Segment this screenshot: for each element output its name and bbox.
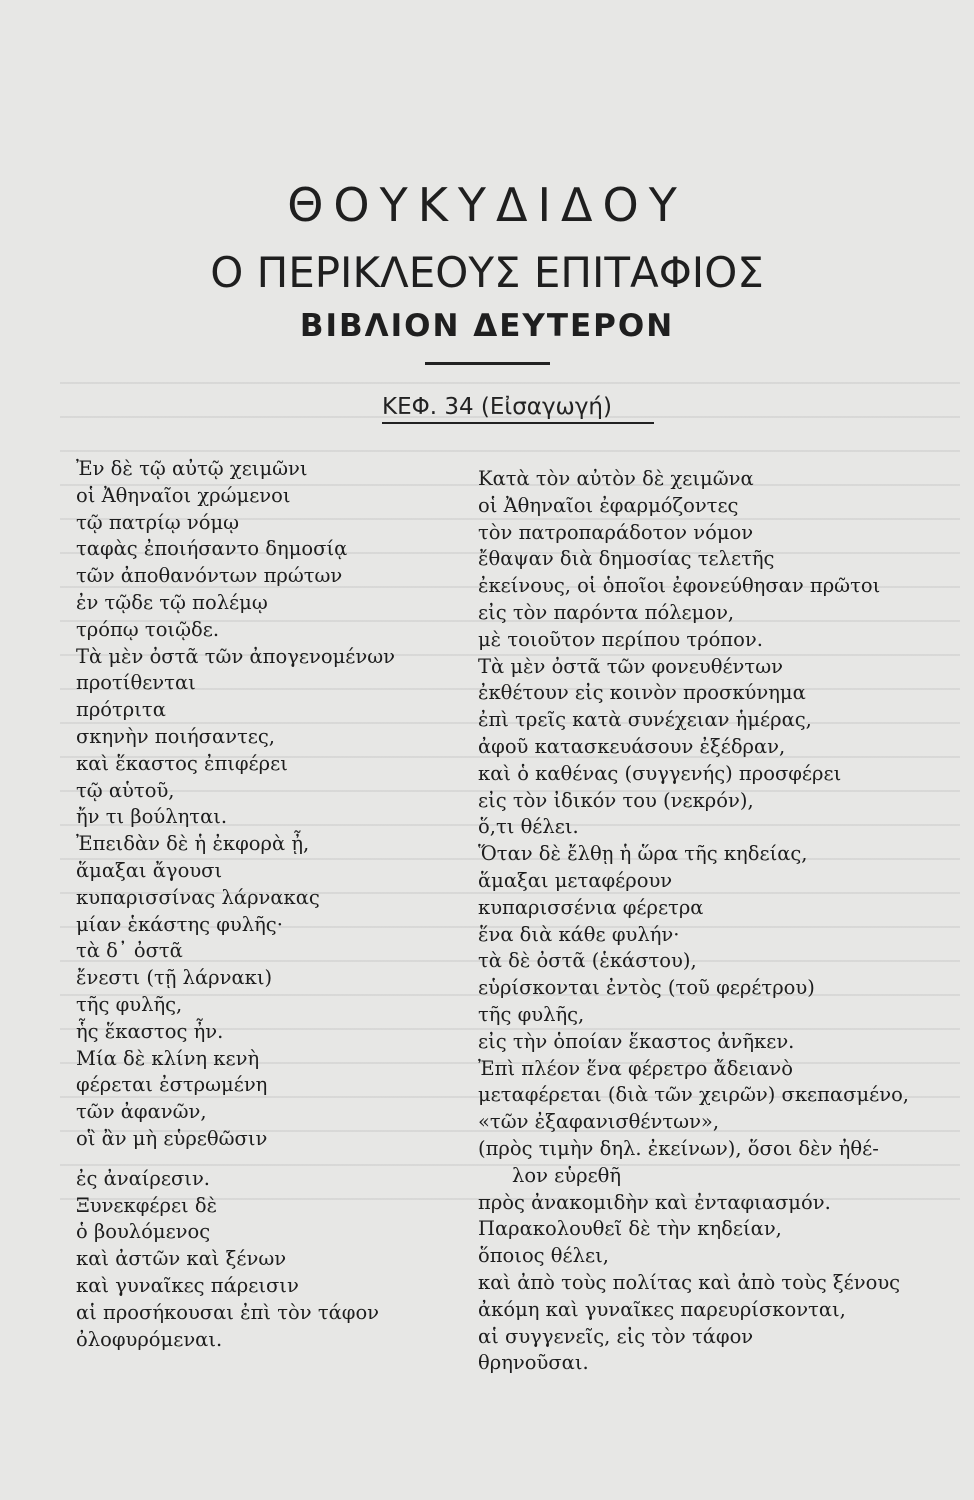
original-text-line: μίαν ἑκάστης φυλῆς·: [76, 912, 283, 936]
original-text-line: [76, 1153, 456, 1166]
translation-line: ἀκόμη καὶ γυναῖκες παρευρίσκονται,: [478, 1297, 846, 1321]
original-text-line: ἔνεστι (τῇ λάρνακι): [76, 966, 273, 990]
original-text-line: τῆς φυλῆς,: [76, 992, 183, 1016]
original-text-line: καὶ γυναῖκες πάρεισιν: [76, 1273, 299, 1297]
original-text-line: προτίθενται: [76, 671, 196, 695]
translation-line: ἐκείνους, οἱ ὁποῖοι ἐφονεύθησαν πρῶτοι: [478, 574, 881, 598]
translation-line: Παρακολουθεῖ δὲ τὴν κηδείαν,: [478, 1217, 782, 1241]
translation-line: ὅ,τι θέλει.: [478, 815, 579, 839]
original-text-line: ἐν τῷδε τῷ πολέμῳ: [76, 590, 268, 614]
author-heading: ΘΟΥΚΥΔΙΔΟΥ: [287, 178, 687, 232]
original-text-line: Ἐν δὲ τῷ αὐτῷ χειμῶνι: [76, 457, 308, 480]
original-text-line: οἱ Ἀθηναῖοι χρώμενοι: [76, 483, 291, 507]
original-text-line: ταφὰς ἐποιήσαντο δημοσίᾳ: [76, 537, 348, 561]
original-text-line: καὶ ἕκαστος ἐπιφέρει: [76, 751, 288, 775]
original-text-column: [76, 456, 456, 1353]
translation-line: εἰς τὴν ὁποίαν ἕκαστος ἀνῆκεν.: [478, 1029, 795, 1053]
original-text-line: ἧς ἕκαστος ἦν.: [76, 1019, 224, 1043]
chapter-heading: ΚΕΦ. 34 (Εἰσαγωγή): [382, 394, 654, 424]
translation-line: ἅμαξαι μεταφέρουν: [478, 868, 673, 892]
original-text-line: τῷ πατρίῳ νόμῳ: [76, 510, 240, 534]
original-text-line: ὁ βουλόμενος: [76, 1220, 211, 1244]
translation-line: αἱ συγγενεῖς, εἰς τὸν τάφον: [478, 1324, 754, 1348]
translation-line: ἐπὶ τρεῖς κατὰ συνέχειαν ἡμέρας,: [478, 708, 812, 732]
translation-line: εἰς τὸν ἰδικόν του (νεκρόν),: [478, 788, 754, 812]
translation-line: εἰς τὸν παρόντα πόλεμον,: [478, 600, 735, 624]
translation-line: ἀφοῦ κατασκευάσουν ἐξέδραν,: [478, 734, 786, 758]
translation-line: πρὸς ἀνακομιδὴν καὶ ἐνταφιασμόν.: [478, 1190, 831, 1214]
translation-line: ἐκθέτουν εἰς κοινὸν προσκύνημα: [478, 681, 806, 705]
book-heading: ΒΙΒΛΙΟΝ ΔΕΥΤΕΡΟΝ: [299, 308, 675, 344]
original-text-line: καὶ ἀστῶν καὶ ξένων: [76, 1247, 287, 1271]
translation-line: κυπαρισσένια φέρετρα: [478, 895, 704, 919]
translation-line: Ἐπὶ πλέον ἕνα φέρετρο ἄδειανὸ: [478, 1056, 793, 1080]
original-text-line: Τὰ μὲν ὀστᾶ τῶν ἀπογενομένων: [76, 644, 395, 668]
translation-line: ὅποιος θέλει,: [478, 1244, 609, 1268]
original-text-line: τῶν ἀφανῶν,: [76, 1100, 207, 1124]
original-text-line: ἐς ἀναίρεσιν.: [76, 1166, 210, 1190]
original-text-line: ἤν τι βούληται.: [76, 805, 228, 829]
original-text-line: ἅμαξαι ἄγουσι: [76, 858, 223, 882]
original-text-line: κυπαρισσίνας λάρνακας: [76, 885, 320, 909]
original-text-line: αἱ προσήκουσαι ἐπὶ τὸν τάφον: [76, 1300, 380, 1324]
original-text-line: σκηνὴν ποιήσαντες,: [76, 724, 275, 748]
translation-line: θρηνοῦσαι.: [478, 1351, 589, 1375]
translation-line: μεταφέρεται (διὰ τῶν χειρῶν) σκεπασμένο,: [478, 1083, 910, 1107]
work-title: Ο ΠΕΡΙΚΛΕΟΥΣ ΕΠΙΤΑΦΙΟΣ: [210, 248, 764, 297]
original-text-line: πρότριτα: [76, 698, 166, 722]
translation-column: [478, 466, 966, 1377]
translation-line: καὶ ἀπὸ τοὺς πολίτας καὶ ἀπὸ τοὺς ξένους: [478, 1270, 901, 1294]
translation-line: «τῶν ἐξαφανισθέντων»,: [478, 1110, 720, 1134]
translation-line: μὲ τοιοῦτον περίπου τρόπον.: [478, 627, 763, 651]
original-text-line: ὀλοφυρόμεναι.: [76, 1327, 223, 1351]
original-text-line: Μία δὲ κλίνη κενὴ: [76, 1046, 260, 1070]
translation-line: ἔθαψαν διὰ δημοσίας τελετῆς: [478, 547, 775, 571]
translation-line: Κατὰ τὸν αὐτὸν δὲ χειμῶνα: [478, 467, 754, 490]
translation-line: λον εὑρεθῆ: [512, 1163, 622, 1187]
translation-line: Ὅταν δὲ ἔλθῃ ἡ ὥρα τῆς κηδείας,: [478, 842, 808, 866]
original-text-line: οἳ ἂν μὴ εὑρεθῶσιν: [76, 1126, 268, 1150]
translation-line: τὰ δὲ ὀστᾶ (ἑκάστου),: [478, 949, 697, 973]
original-text-line: Ἐπειδὰν δὲ ἡ ἐκφορὰ ᾖ,: [76, 832, 310, 856]
translation-line: ἕνα διὰ κάθε φυλήν·: [478, 922, 680, 946]
translation-line: (πρὸς τιμὴν δηλ. ἐκείνων), ὅσοι δὲν ἠθέ-: [478, 1136, 879, 1160]
translation-line: τὸν πατροπαράδοτον νόμον: [478, 520, 754, 544]
original-text-line: τῷ αὑτοῦ,: [76, 778, 175, 802]
translation-line: εὑρίσκονται ἐντὸς (τοῦ φερέτρου): [478, 976, 815, 1000]
original-text-line: φέρεται ἐστρωμένη: [76, 1073, 268, 1097]
translation-line: Τὰ μὲν ὀστᾶ τῶν φονευθέντων: [478, 654, 783, 678]
original-text-line: τῶν ἀποθανόντων πρώτων: [76, 564, 343, 588]
original-text-line: τὰ δ᾽ ὀστᾶ: [76, 939, 183, 963]
original-text-line: τρόπῳ τοιῷδε.: [76, 617, 220, 641]
translation-line: τῆς φυλῆς,: [478, 1002, 585, 1026]
original-text-line: Ξυνεκφέρει δὲ: [76, 1193, 218, 1217]
translation-line: καὶ ὁ καθένας (συγγενής) προσφέρει: [478, 761, 842, 785]
title-divider: [425, 362, 550, 365]
translation-line: οἱ Ἀθηναῖοι ἐφαρμόζοντες: [478, 493, 739, 517]
